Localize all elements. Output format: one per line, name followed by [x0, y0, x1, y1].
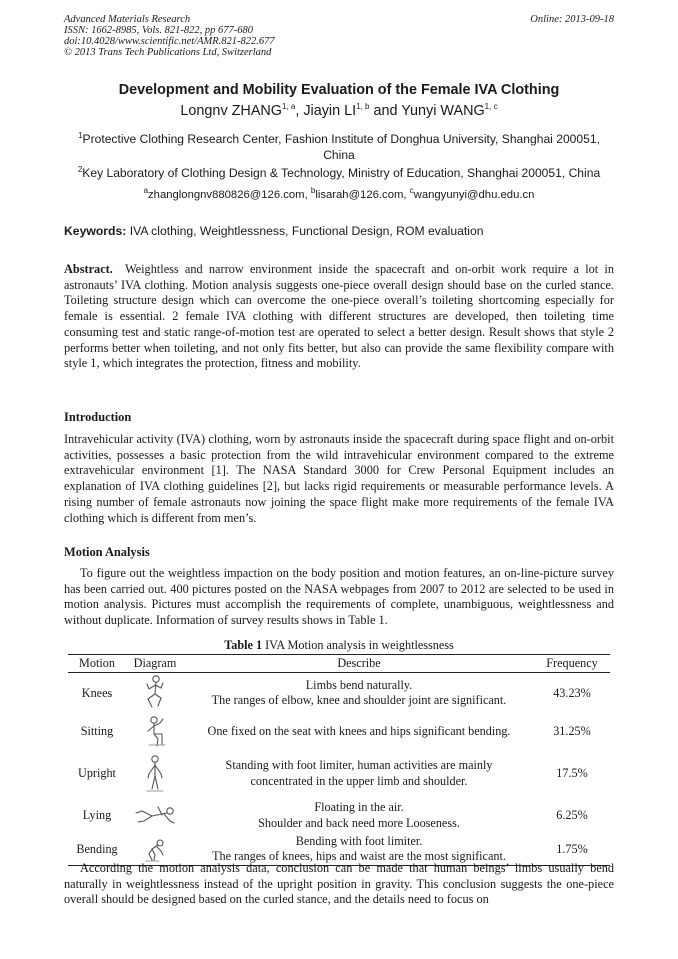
describe-cell: [184, 714, 534, 750]
diagram-cell: [126, 798, 184, 834]
describe-line: Standing with foot limiter, human activities are mainly: [225, 758, 493, 772]
describe-line: Limbs bend naturally.: [305, 677, 413, 692]
describe-line: The ranges of knees, hips and waist are the most significant.: [212, 849, 506, 864]
journal-header: [64, 14, 275, 58]
journal-name: Advanced Materials Research: [64, 14, 191, 25]
frequency-cell: 17.5%: [556, 765, 588, 780]
table-row: [68, 798, 610, 834]
col-header-frequency: Frequency: [534, 655, 610, 673]
affiliation-sup: 2: [77, 164, 83, 174]
describe-line: Floating in the air.: [314, 800, 404, 814]
motion-analysis-text: To figure out the weightless impaction on the body position and motion features, an on-line-picture survey has been carried out. 400 pictures posted on the NASA webpages from 2007 to 2012 are selected to be used in motion analysis. Pictures must accomplish the requirements of complete, unambiguous, weightlessness and without duplicate. Information of survey results shows in Table 1.: [64, 566, 614, 628]
describe-cell: [184, 798, 534, 834]
col-header-motion: Motion: [68, 655, 126, 673]
keywords: [64, 224, 614, 238]
describe-line: concentrated in the upper limb and shoulder.: [250, 773, 468, 788]
upright-figure-icon: [143, 754, 167, 794]
email-sup: a: [143, 186, 149, 196]
doi-line: doi:10.4028/www.scientific.net/AMR.821-822.677: [64, 36, 275, 47]
author-name: Jiayin LI: [303, 103, 357, 119]
affiliation-text: Protective Clothing Research Center, Fashion Institute of Donghua University, Shanghai 200051, China: [82, 132, 600, 162]
diagram-cell: [126, 673, 184, 714]
describe-line: One fixed on the seat with knees and hips significant bending.: [207, 723, 511, 738]
email-link[interactable]: lisarah@126.com,: [315, 189, 410, 201]
lying-figure-icon: [134, 803, 176, 829]
knees-figure-icon: [143, 674, 167, 712]
email-list: [64, 186, 614, 201]
describe-line: The ranges of elbow, knee and shoulder joint are significant.: [211, 693, 507, 708]
copyright-line: © 2013 Trans Tech Publications Ltd, Switzerland: [64, 47, 272, 58]
motion-table: [68, 654, 610, 866]
author-sup: 1, a: [282, 102, 296, 112]
introduction-heading: Introduction: [64, 410, 132, 424]
describe-line: Bending with foot limiter.: [295, 833, 423, 848]
diagram-cell: [126, 714, 184, 750]
frequency-cell: 6.25%: [556, 807, 588, 822]
issn-line: ISSN: 1662-8985, Vols. 821-822, pp 677-680: [64, 25, 253, 36]
keywords-label: Keywords:: [64, 224, 127, 238]
affiliation-2: [64, 166, 614, 180]
email-link[interactable]: zhanglongnv880826@126.com,: [148, 189, 311, 201]
author-sep: ,: [295, 103, 304, 119]
bending-figure-icon: [143, 835, 167, 863]
describe-line: Shoulder and back need more Looseness.: [258, 815, 460, 830]
describe-cell: [184, 673, 534, 714]
author-sup: 1, b: [356, 102, 370, 112]
affiliation-sup: 1: [78, 130, 83, 140]
motion-cell: Knees: [81, 685, 113, 700]
describe-cell: [184, 750, 534, 798]
email-sup: c: [409, 186, 414, 196]
motion-cell: Bending: [68, 834, 126, 866]
sitting-figure-icon: [143, 715, 167, 749]
col-header-describe: Describe: [184, 655, 534, 673]
motion-cell: Lying: [82, 807, 112, 822]
frequency-cell: 1.75%: [534, 834, 610, 866]
email-sup: b: [310, 186, 316, 196]
author-name: Longnv ZHANG: [180, 103, 282, 119]
diagram-cell: [126, 750, 184, 798]
author-sep: and: [369, 103, 402, 119]
author-name: Yunyi WANG: [401, 103, 485, 119]
frequency-cell: 43.23%: [553, 685, 591, 700]
paper-title: Development and Mobility Evaluation of the Female IVA Clothing: [118, 82, 560, 98]
abstract-text: Weightless and narrow environment inside the spacecraft and on-orbit work require a lot in astronauts’ IVA clothing. Motion analysis suggests one-piece overall design should base on the curled stance. Toileting structure design which can overcome the one-piece overall’s toileting shortcoming especially for female is essential. 2 female IVA clothing with different structures are developed, then toileting time consuming test and static range-of-motion test are operated to select a better design. Result shows that style 2 performs better when toileting, and not only fits better, but also can provide the same flexibility compare with style 1, which integrates the protection, fitness and mobility.: [64, 262, 614, 371]
keywords-text: IVA clothing, Weightlessness, Functional Design, ROM evaluation: [129, 224, 484, 238]
frequency-cell: 31.25%: [553, 723, 591, 738]
author-list: [0, 103, 678, 119]
table-row: [68, 714, 610, 750]
table-header-row: [68, 655, 610, 673]
table-caption-text: IVA Motion analysis in weightlessness: [265, 638, 454, 652]
abstract-label: Abstract.: [64, 262, 113, 276]
author-sup: 1, c: [484, 102, 498, 112]
table-caption-label: Table 1: [224, 638, 263, 652]
motion-cell: Sitting: [80, 723, 114, 738]
email-link[interactable]: wangyunyi@dhu.edu.cn: [413, 189, 535, 201]
col-header-diagram: Diagram: [126, 655, 184, 673]
table-row: [68, 750, 610, 798]
online-date: Online: 2013-09-18: [530, 14, 614, 25]
motion-cell: Upright: [78, 765, 116, 780]
table-row: [68, 673, 610, 714]
conclusion-paragraph: According the motion analysis data, conclusion can be made that human beings’ limbs usually bend naturally in weightlessness instead of the upright position in gravity. This conclusion suggests the one-piece overall should be designed based on the curled stance, and the details need to focus on: [64, 861, 614, 907]
abstract: [64, 262, 614, 372]
motion-analysis-heading: Motion Analysis: [64, 545, 150, 559]
introduction-text: Intravehicular activity (IVA) clothing, worn by astronauts inside the spacecraft during space flight and on-orbit activities, possesses a basic protection from the wild intravehicular environment compared to the extreme extravehicular environment [1]. The NASA Standard 3000 for Crew Personal Equipment includes an explanation of IVA clothing guidelines [2], but lacks rigid requirements or measurable performance levels. A rising number of female astronauts now joining the space flight make more requirements of the female IVA clothing which is different from men’s.: [64, 432, 614, 525]
affiliation-1: [64, 131, 614, 163]
table-caption: [64, 638, 614, 653]
affiliation-text: Key Laboratory of Clothing Design & Technology, Ministry of Education, Shanghai 200051, China: [82, 166, 601, 180]
